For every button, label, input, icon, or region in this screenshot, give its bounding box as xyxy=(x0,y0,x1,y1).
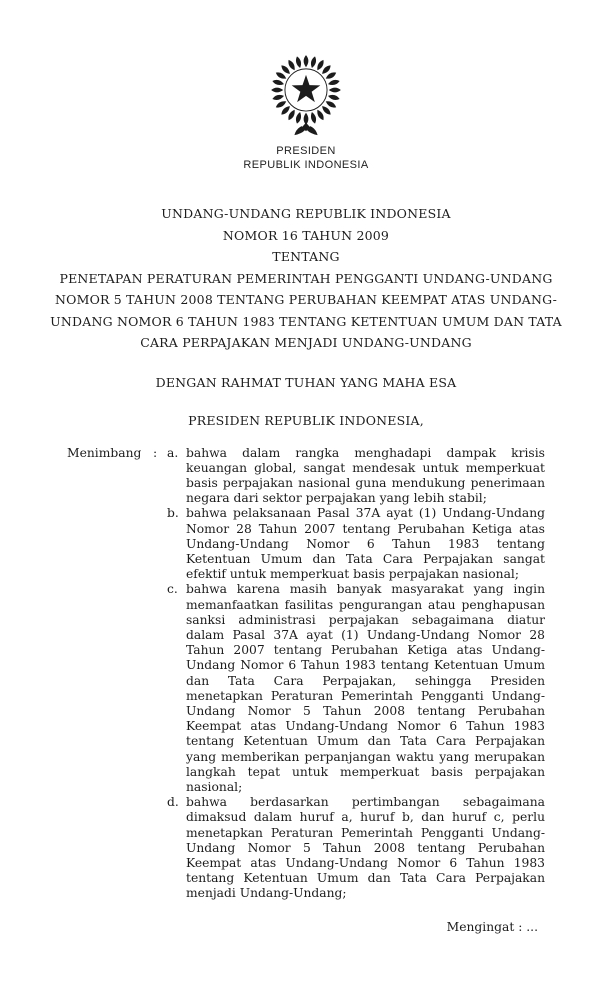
consideration-marker: b. xyxy=(167,506,179,521)
consideration-item-c xyxy=(167,582,545,795)
consideration-marker: c. xyxy=(167,582,178,597)
continuation-note: Mengingat : ... xyxy=(446,919,538,934)
ribbon-icon xyxy=(294,123,317,135)
law-title-line-1: UNDANG-UNDANG REPUBLIK INDONESIA xyxy=(161,206,451,221)
agency-name-line1: PRESIDEN xyxy=(276,145,336,157)
invocation-line: DENGAN RAHMAT TUHAN YANG MAHA ESA xyxy=(155,374,457,390)
law-title-line-7: CARA PERPAJAKAN MENJADI UNDANG-UNDANG xyxy=(140,335,472,350)
considerations-list xyxy=(167,446,545,902)
star-icon xyxy=(292,75,321,102)
law-title-line-5: NOMOR 5 TAHUN 2008 TENTANG PERUBAHAN KEEMPAT ATAS UNDANG- xyxy=(54,292,558,307)
consideration-item-a xyxy=(167,446,545,507)
consideration-item-b xyxy=(167,506,545,582)
agency-name-line2: REPUBLIK INDONESIA xyxy=(243,158,369,171)
consideration-item-d xyxy=(167,795,545,901)
considerations-colon: : xyxy=(153,445,158,460)
agency-name xyxy=(0,145,612,172)
consideration-text: bahwa karena masih banyak masyarakat yang ingin memanfaatkan fasilitas pengurangan atau penghapusan sanksi administrasi perpajakan sebagaimana diatur dalam Pasal 37A ayat (1) Undang-Undang Nomor 28 Tahun 2007 tentang Perubahan Ketiga atas Undang-Undang Nomor 6 Tahun 1983 tentang Ketentuan Umum dan Tata Cara Perpajakan, sehingga Presiden menetapkan Peraturan Pemerintah Pengganti Undang-Undang Nomor 5 Tahun 2008 tentang Perubahan Keempat atas Undang-Undang Nomor 6 Tahun 1983 tentang Ketentuan Umum dan Tata Cara Perpajakan yang memberikan perpanjangan waktu yang merupakan langkah tepat untuk memperkuat basis perpajakan nasional; xyxy=(186,582,545,794)
authority-line: PRESIDEN REPUBLIK INDONESIA, xyxy=(188,412,424,428)
law-title-line-2: NOMOR 16 TAHUN 2009 xyxy=(222,227,390,243)
presidential-seal-icon xyxy=(263,52,349,140)
law-title-line-3: TENTANG xyxy=(272,249,340,264)
law-title xyxy=(0,203,612,354)
law-title-line-6: UNDANG NOMOR 6 TAHUN 1983 TENTANG KETENTUAN UMUM DAN TATA xyxy=(50,313,562,329)
consideration-text: bahwa pelaksanaan Pasal 37A ayat (1) Undang-Undang Nomor 28 Tahun 2007 tentang Perubahan Ketiga atas Undang-Undang Nomor 6 Tahun 1983 tentang Ketentuan Umum dan Tata Cara Perpajakan sangat efektif untuk memperkuat basis perpajakan nasional; xyxy=(186,506,545,582)
law-title-line-4: PENETAPAN PERATURAN PEMERINTAH PENGGANTI UNDANG-UNDANG xyxy=(59,270,553,286)
consideration-text: bahwa dalam rangka menghadapi dampak krisis keuangan global, sangat mendesak untuk memperkuat basis perpajakan nasional guna mendukung penerimaan negara dari sektor perpajakan yang lebih stabil; xyxy=(186,445,545,506)
considerations-section xyxy=(67,446,545,902)
consideration-marker: d. xyxy=(167,795,179,810)
considerations-label: Menimbang xyxy=(67,445,142,460)
consideration-text: bahwa berdasarkan pertimbangan sebagaimana dimaksud dalam huruf a, huruf b, dan huruf c, perlu menetapkan Peraturan Pemerintah Pengganti Undang-Undang Nomor 5 Tahun 2008 tentang Perubahan Keempat atas Undang-Undang Nomor 6 Tahun 1983 tentang Ketentuan Umum dan Tata Cara Perpajakan menjadi Undang-Undang; xyxy=(186,795,545,901)
consideration-marker: a. xyxy=(167,445,179,460)
emblem-wrap xyxy=(0,52,612,140)
